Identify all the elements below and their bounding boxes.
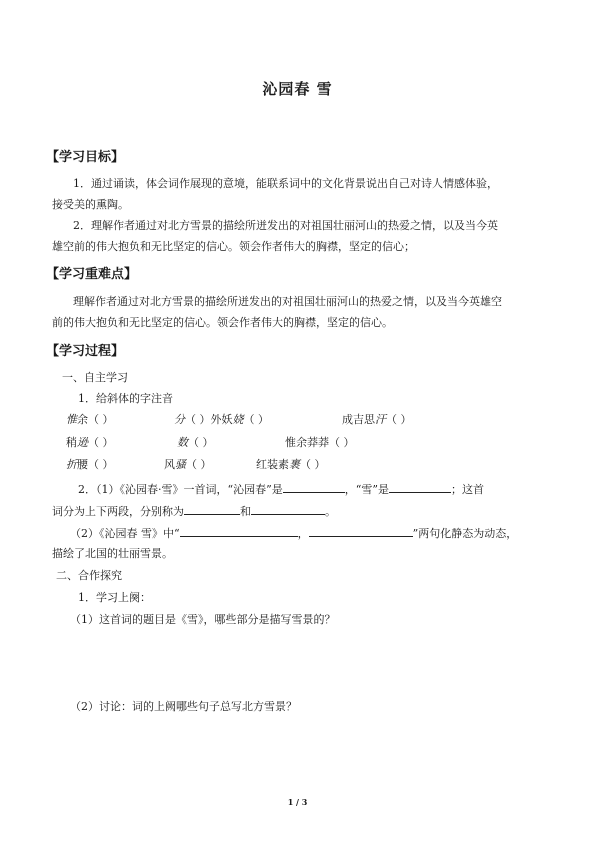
pinyin-blank[interactable]: （ ） bbox=[188, 436, 214, 449]
fill-blank[interactable] bbox=[309, 525, 413, 537]
pinyin-blank[interactable]: （ ） bbox=[300, 458, 326, 471]
q2-text: 和 bbox=[240, 505, 251, 518]
pinyin-char: 逊 bbox=[77, 436, 88, 449]
pinyin-char: 折 bbox=[66, 458, 77, 471]
pinyin-blank[interactable]: 腰（ ） bbox=[77, 458, 114, 471]
pinyin-blank[interactable]: 余（ ） bbox=[77, 413, 114, 426]
q2-text: ，“雪”是 bbox=[344, 483, 389, 496]
pinyin-row-3 bbox=[66, 458, 114, 472]
question-2-line-2 bbox=[52, 503, 336, 519]
page-number: 1 / 3 bbox=[287, 797, 308, 807]
q2-text: 。 bbox=[325, 505, 336, 518]
pinyin-row-3-c bbox=[256, 458, 326, 472]
pinyin-word: 成吉思 bbox=[342, 413, 375, 426]
cooperate-1-question-2: （2）讨论：词的上阙哪些句子总写北方雪景？ bbox=[70, 700, 297, 713]
q2-text: ；这首 bbox=[451, 483, 484, 496]
question-1: 1．给斜体的字注音 bbox=[78, 392, 173, 405]
section-heading-process: 【学习过程】 bbox=[46, 344, 125, 359]
pinyin-row-1-d bbox=[342, 413, 412, 427]
question-2-line-4: 描绘了北国的壮丽雪景。 bbox=[52, 547, 173, 560]
pinyin-word: 稍 bbox=[66, 436, 77, 449]
q2-text: 2．（1）《沁园春·雪》一首词，“沁园春”是 bbox=[78, 483, 283, 496]
key-line-1: 理解作者通过对北方雪景的描绘所迸发出的对祖国壮丽河山的热爱之情，以及当今英雄空 bbox=[73, 295, 502, 308]
fill-blank[interactable] bbox=[283, 481, 345, 493]
section-heading-key-points: 【学习重难点】 bbox=[46, 267, 138, 282]
pinyin-row-2-c[interactable]: 惟余莽莽（ ） bbox=[285, 436, 355, 449]
pinyin-row-1 bbox=[66, 413, 114, 427]
part-2-heading: 二、合作探究 bbox=[56, 569, 122, 582]
page-title: 沁园春 雪 bbox=[262, 80, 333, 98]
pinyin-char: 汗 bbox=[375, 413, 386, 426]
goal-2-line-1: 2．理解作者通过对北方雪景的描绘所迸发出的对祖国壮丽河山的热爱之情，以及当今英 bbox=[73, 219, 498, 232]
pinyin-blank[interactable]: （ ） bbox=[186, 458, 212, 471]
pinyin-blank[interactable]: （ ） bbox=[88, 436, 114, 449]
pinyin-char: 娆 bbox=[232, 413, 244, 426]
key-line-2: 前的伟大抱负和无比坚定的信心。领会作者伟大的胸襟，坚定的信心。 bbox=[52, 316, 393, 329]
section-heading-goals: 【学习目标】 bbox=[46, 150, 125, 165]
pinyin-row-2 bbox=[66, 436, 114, 450]
q2-text: 词分为上下两段，分别称为 bbox=[52, 505, 184, 518]
q2-text: ， bbox=[297, 527, 309, 540]
pinyin-row-1-b bbox=[174, 413, 269, 427]
pinyin-word: 红装素 bbox=[256, 458, 289, 471]
question-2-line-3 bbox=[70, 525, 517, 541]
pinyin-char: 裹 bbox=[289, 458, 300, 471]
goal-1-line-2: 接受美的熏陶。 bbox=[52, 198, 129, 211]
pinyin-row-3-b bbox=[164, 458, 212, 472]
fill-blank[interactable] bbox=[180, 525, 298, 537]
question-2-line-1 bbox=[78, 481, 484, 497]
part-1-heading: 一、自主学习 bbox=[62, 371, 128, 384]
q2-text: ”两句化静态为动态， bbox=[412, 527, 518, 540]
fill-blank[interactable] bbox=[389, 481, 451, 493]
pinyin-blank[interactable]: （ ） bbox=[386, 413, 412, 426]
goal-1-line-1: 1．通过诵读，体会词作展现的意境，能联系词中的文化背景说出自己对诗人情感体验， bbox=[73, 177, 498, 190]
pinyin-blank[interactable]: （ ） bbox=[243, 413, 269, 426]
cooperate-1: 1．学习上阕： bbox=[78, 591, 151, 604]
pinyin-char: 惟 bbox=[66, 413, 77, 426]
q2-text: （2）《沁园春 雪》中“ bbox=[70, 527, 180, 540]
pinyin-blank[interactable]: （ ）外妖 bbox=[185, 413, 233, 426]
fill-blank[interactable] bbox=[184, 503, 240, 515]
pinyin-row-2-b bbox=[177, 436, 214, 450]
pinyin-char: 数 bbox=[177, 436, 188, 449]
pinyin-char: 分 bbox=[174, 413, 185, 426]
goal-2-line-2: 雄空前的伟大抱负和无比坚定的信心。领会作者伟大的胸襟，坚定的信心； bbox=[52, 240, 415, 253]
fill-blank[interactable] bbox=[251, 503, 325, 515]
pinyin-word: 风 bbox=[164, 458, 175, 471]
cooperate-1-question-1: （1）这首词的题目是《雪》，哪些部分是描写雪景的？ bbox=[70, 613, 336, 626]
pinyin-char: 骚 bbox=[175, 458, 186, 471]
